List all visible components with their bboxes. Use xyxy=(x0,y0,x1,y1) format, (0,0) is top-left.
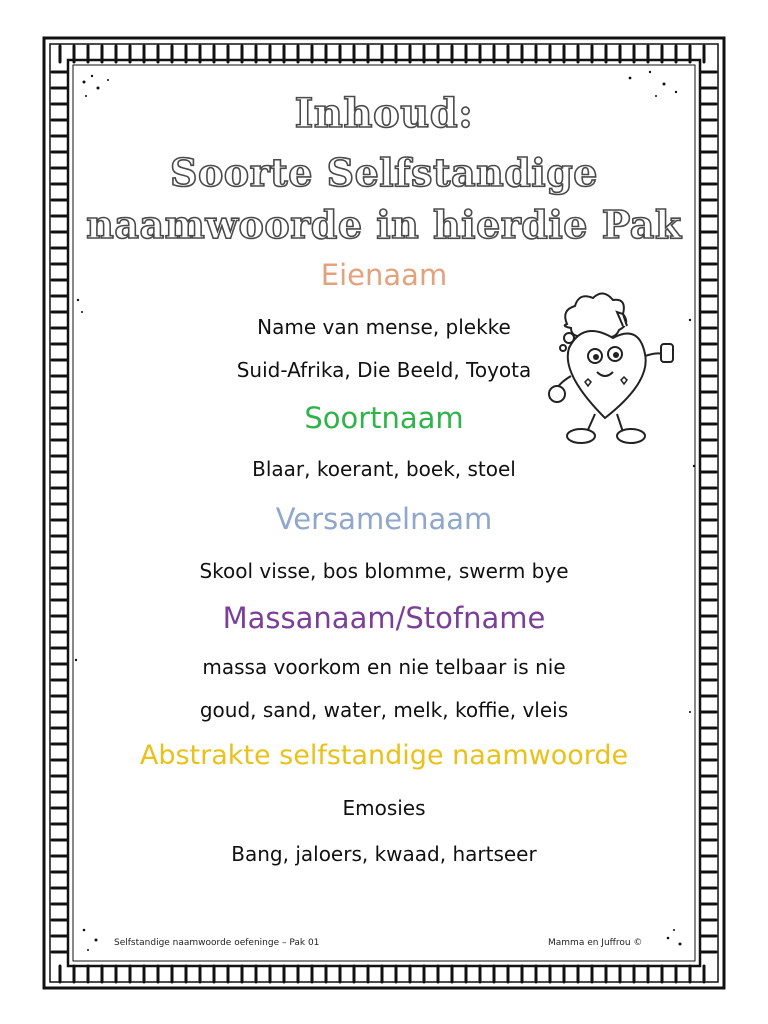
section-line: Name van mense, plekke xyxy=(257,315,511,339)
section-line: Emosies xyxy=(342,796,426,820)
content-area xyxy=(80,80,688,940)
section-title-soortnaam: Soortnaam xyxy=(304,401,464,435)
heading-line-2: Soorte Selfstandige xyxy=(170,150,598,195)
section-line: goud, sand, water, melk, koffie, vleis xyxy=(199,698,569,722)
section-title-eienaam: Eienaam xyxy=(320,258,448,292)
footer-right-text: Mamma en Juffrou © xyxy=(548,938,643,948)
section-line: Suid-Afrika, Die Beeld, Toyota xyxy=(236,358,532,382)
section-line: Bang, jaloers, kwaad, hartseer xyxy=(231,842,537,866)
section-title-abstrakte: Abstrakte selfstandige naamwoorde xyxy=(139,740,629,771)
section-title-versamelnaam: Versamelnaam xyxy=(275,502,493,536)
heading-inhoud: Inhoud: xyxy=(294,90,474,137)
section-line: Skool visse, bos blomme, swerm bye xyxy=(199,559,569,583)
footer-left-text: Selfstandige naamwoorde oefeninge – Pak 01 xyxy=(114,938,320,948)
section-line: massa voorkom en nie telbaar is nie xyxy=(202,655,566,679)
section-line: Blaar, koerant, boek, stoel xyxy=(252,457,516,481)
heading-line-3: naamwoorde in hierdie Pak xyxy=(86,202,682,247)
heart-mascot-icon xyxy=(545,286,680,451)
section-title-massanaam: Massanaam/Stofname xyxy=(222,601,546,635)
